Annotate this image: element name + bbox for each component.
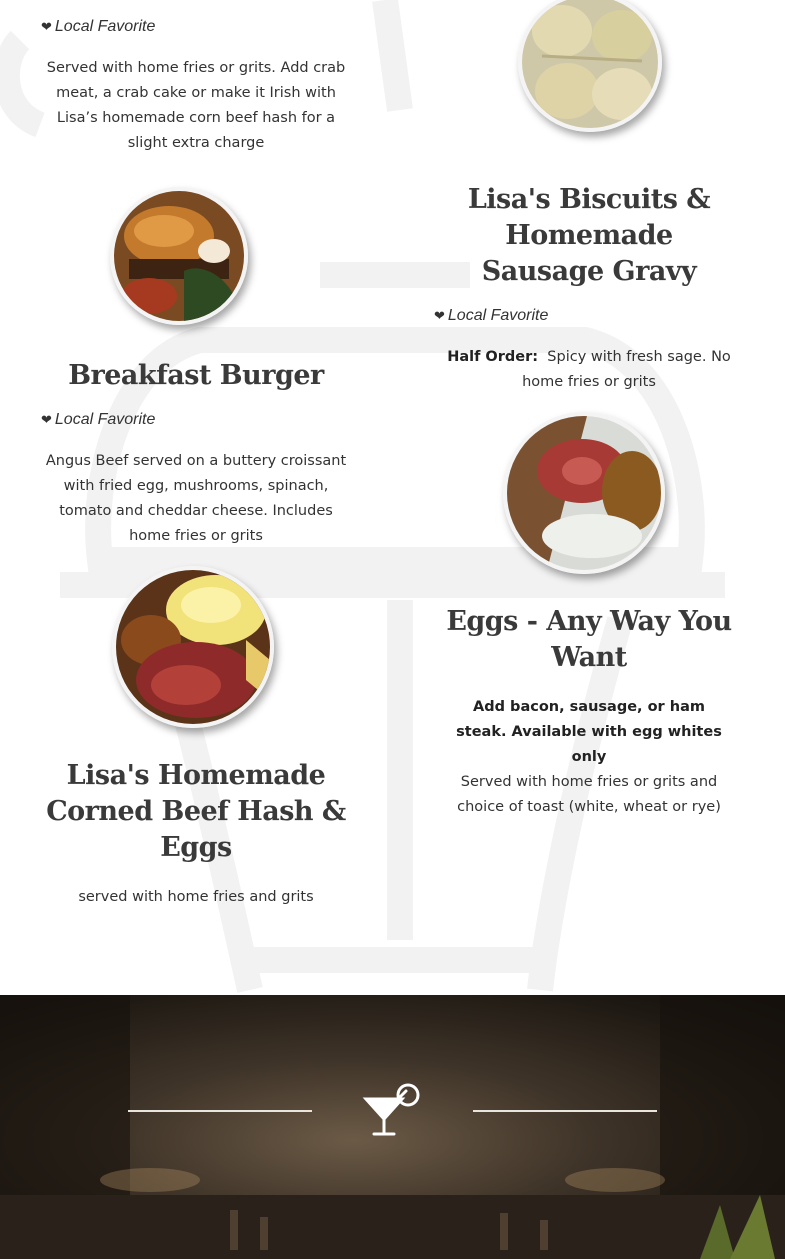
eggs-title: Eggs - Any Way You Want: [446, 606, 732, 673]
breakfast-burger-photo: [110, 187, 248, 325]
breakfast-burger-description: Angus Beef served on a buttery croissant with fried egg, mushrooms, spinach, tomato and cheddar cheese. Includes home fries or grits: [45, 453, 347, 544]
burger-favorite-badge: [41, 411, 155, 429]
half-order-label: Half Order:: [447, 349, 539, 365]
biscuits-photo: [518, 0, 662, 132]
biscuits-favorite-badge: [434, 307, 548, 325]
corned-beef-hash-photo: [112, 566, 274, 728]
biscuits-description-text: Spicy with fresh sage. No home fries or grits: [522, 349, 731, 390]
heart-icon: ❤: [41, 412, 52, 427]
biscuits-description: [438, 345, 740, 395]
corned-beef-hash-title: Lisa's Homemade Corned Beef Hash & Eggs: [46, 760, 346, 863]
divider-line-right: [473, 1110, 657, 1112]
eggs-photo: [503, 412, 665, 574]
crab-description: Served with home fries or grits. Add crab meat, a crab cake or make it Irish with Lisa’s homemade corn beef hash for a slight extra charge: [46, 60, 346, 151]
breakfast-burger-title: Breakfast Burger: [68, 360, 324, 391]
cocktail-glass-icon: [362, 1083, 424, 1137]
divider-line-left: [128, 1110, 312, 1112]
heart-icon: ❤: [41, 19, 52, 34]
favorite-label: Local Favorite: [54, 18, 156, 35]
corned-beef-hash-description: served with home fries and grits: [78, 889, 314, 905]
favorite-label: Local Favorite: [447, 307, 549, 324]
biscuits-title: Lisa's Biscuits & Homemade Sausage Gravy: [467, 184, 711, 287]
heart-icon: ❤: [434, 308, 445, 323]
favorite-label: Local Favorite: [54, 411, 156, 428]
eggs-description: Served with home fries or grits and choice of toast (white, wheat or rye): [457, 774, 721, 815]
eggs-addon: Add bacon, sausage, or ham steak. Available with egg whites only: [456, 699, 722, 765]
crab-favorite-badge: [41, 18, 155, 36]
